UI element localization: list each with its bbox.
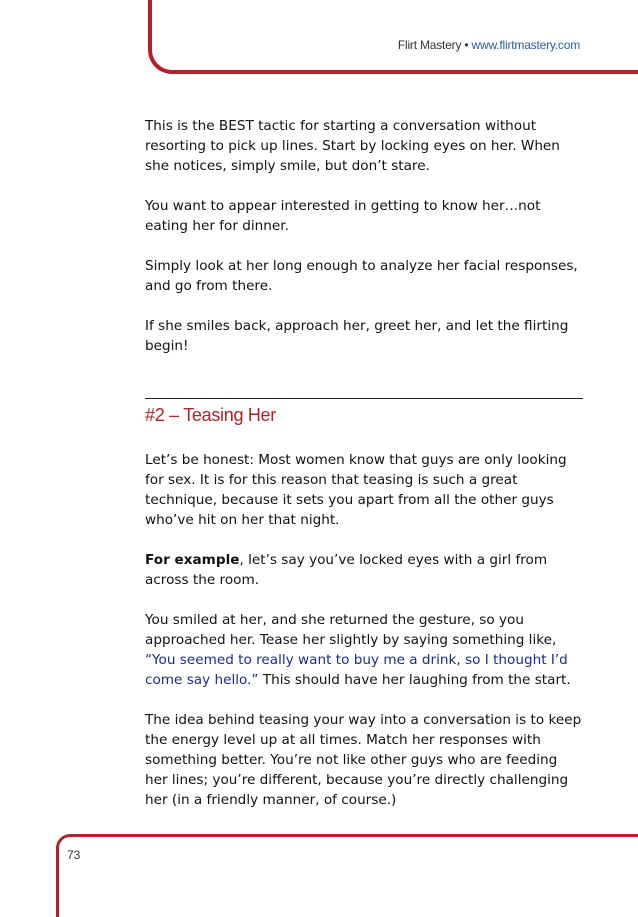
intro-paragraph: Simply look at her long enough to analyze her facial responses, and go from there.	[145, 258, 578, 294]
paragraph-text: , let’s say you’ve locked eyes with a girl from across the room.	[145, 552, 548, 588]
header-separator: •	[461, 38, 472, 52]
paragraph-text: You smiled at her, and she returned the gesture, so you approached her. Tease her slightly by saying something like,	[145, 612, 557, 648]
section-paragraph	[145, 550, 583, 590]
section-heading: #2 – Teasing Her	[145, 405, 276, 425]
section-paragraph: The idea behind teasing your way into a conversation is to keep the energy level up at all times. Match her responses with something better. You’re not like other guys who are feeding her lines; you’re different, because you’re directly challenging her (in a friendly manner, of course.)	[145, 712, 582, 808]
section-divider	[145, 398, 583, 399]
intro-paragraph: If she smiles back, approach her, greet her, and let the flirting begin!	[145, 318, 569, 354]
section-paragraph	[145, 610, 583, 690]
section-paragraph: Let’s be honest: Most women know that guys are only looking for sex. It is for this reason that teasing is such a great technique, because it sets you apart from all the other guys who’ve hit on her that night.	[145, 452, 567, 528]
header-brand: Flirt Mastery	[397, 38, 462, 52]
page-body	[145, 116, 583, 830]
header-url[interactable]: www.flirtmastery.com	[471, 38, 580, 52]
footer-frame	[56, 834, 638, 917]
paragraph-text: This should have her laughing from the start.	[258, 672, 571, 688]
example-quote: “You seemed to really want to buy me a drink, so I thought I’d come say hello.”	[145, 652, 568, 688]
header-frame	[148, 0, 638, 74]
intro-paragraph: This is the BEST tactic for starting a conversation without resorting to pick up lines. Start by locking eyes on her. When she notices, simply smile, but don’t stare.	[145, 118, 560, 174]
running-header	[398, 38, 580, 52]
bold-lead: For example	[145, 552, 240, 568]
page-number: 73	[67, 848, 81, 862]
intro-paragraph: You want to appear interested in getting to know her…not eating her for dinner.	[145, 198, 541, 234]
